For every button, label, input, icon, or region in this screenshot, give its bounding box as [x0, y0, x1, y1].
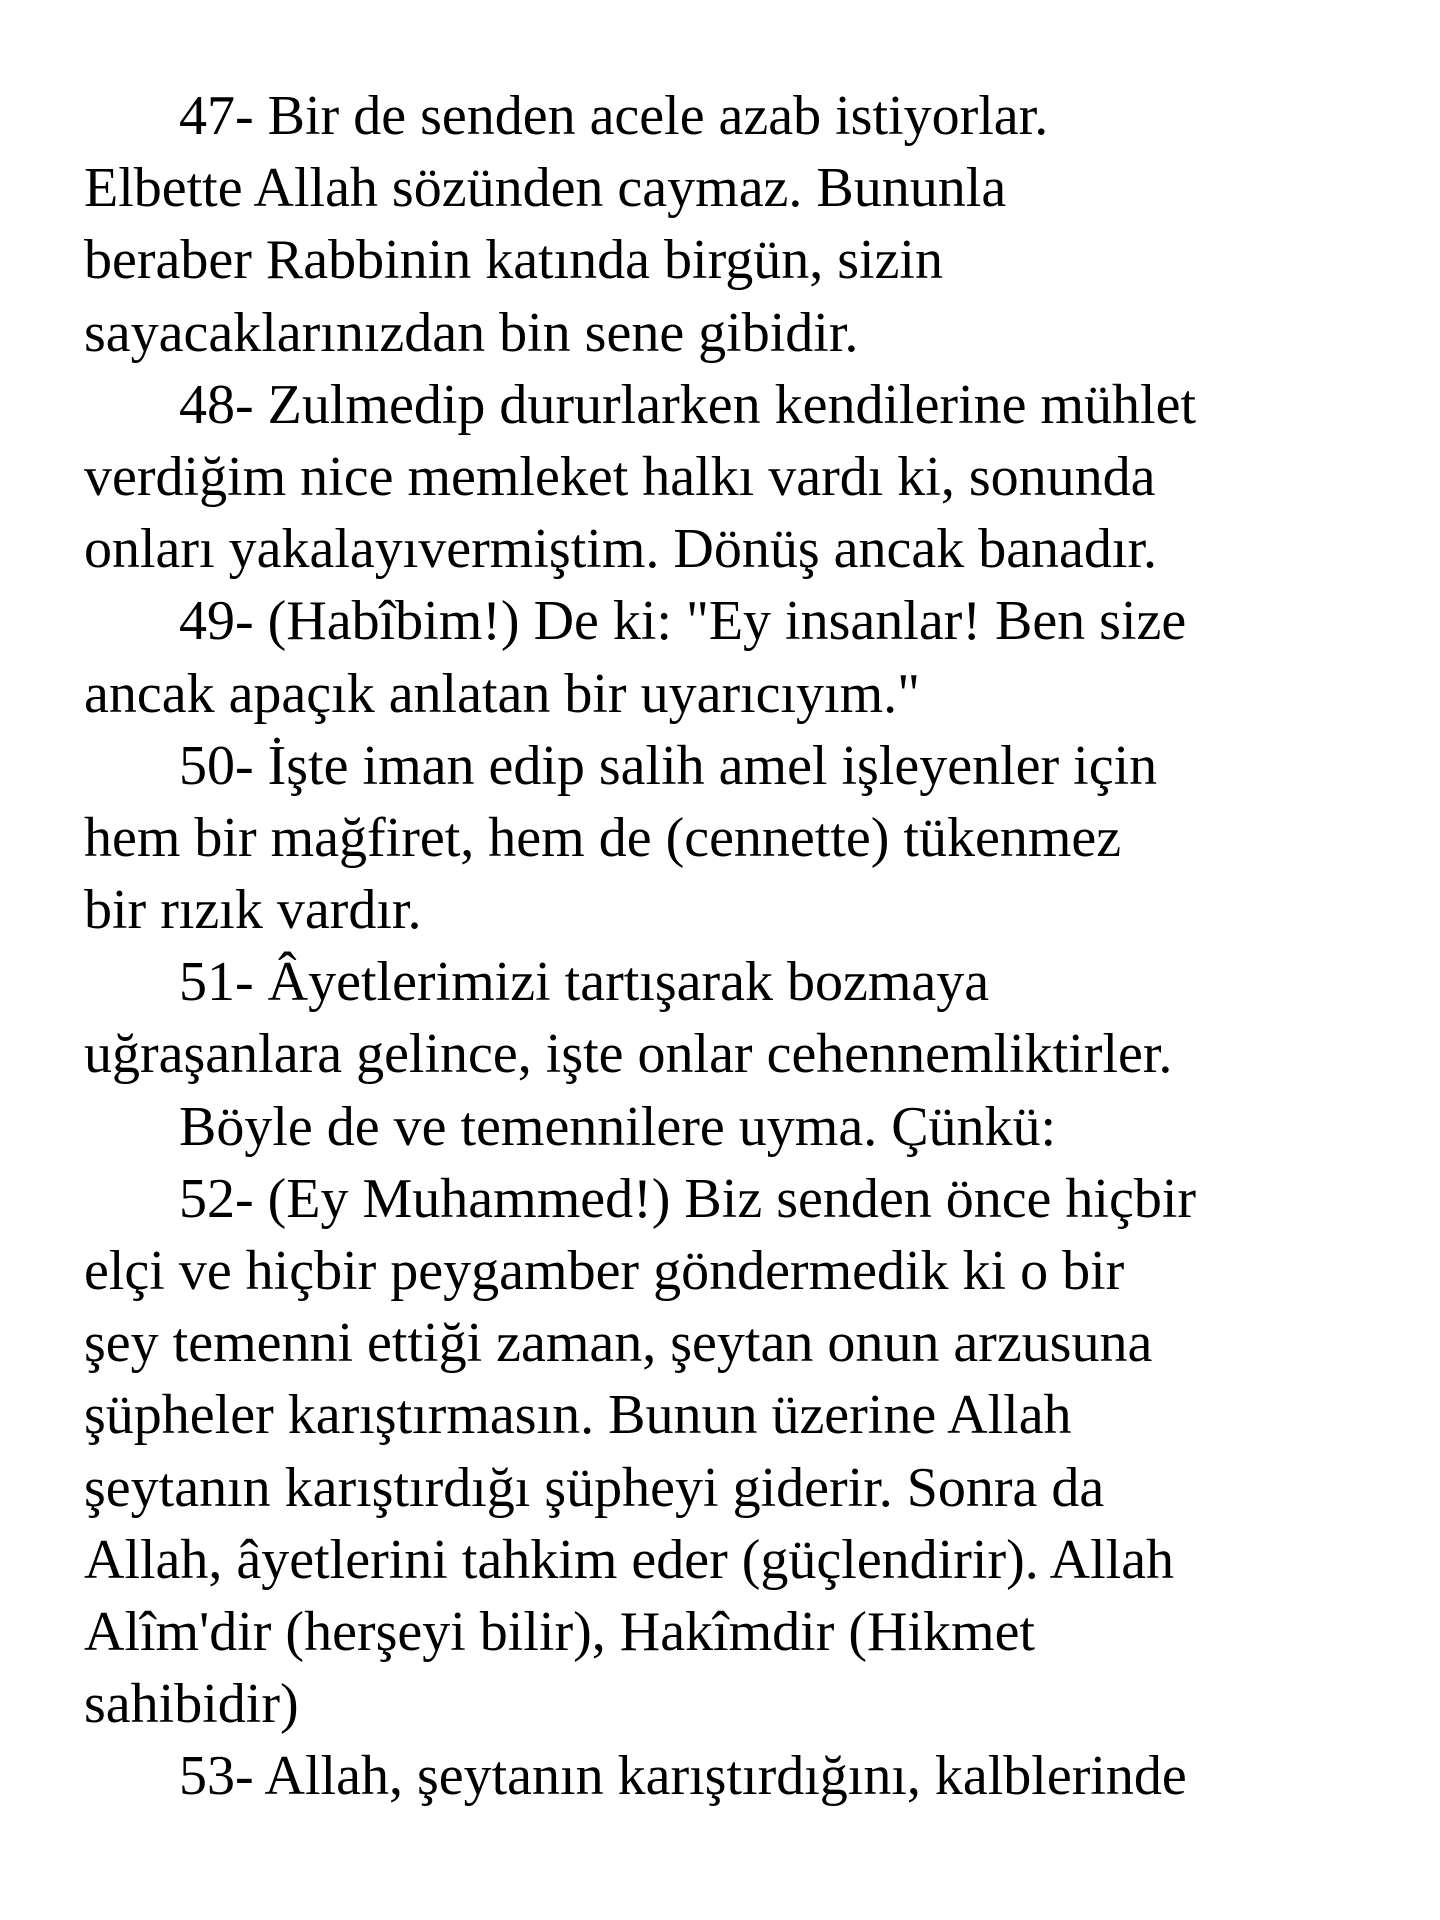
- paragraph-50: [84, 730, 1384, 947]
- text-line: şüpheler karıştırmasın. Bunun üzerine Allah: [84, 1384, 1072, 1447]
- text-line: Böyle de ve temennilere uyma. Çünkü:: [179, 1095, 1057, 1158]
- text-line: 47- Bir de senden acele azab istiyorlar.: [179, 85, 1049, 147]
- text-line: ancak apaçık anlatan bir uyarıcıyım.": [84, 662, 921, 725]
- text-line: Elbette Allah sözünden caymaz. Bununla: [84, 157, 1007, 220]
- text-line: bir rızık vardır.: [84, 879, 422, 942]
- text-line: verdiğim nice memleket halkı vardı ki, sonunda: [84, 445, 1156, 508]
- text-line: 50- İşte iman edip salih amel işleyenler için: [179, 734, 1158, 797]
- text-line: 51- Âyetlerimizi tartışarak bozmaya: [179, 951, 990, 1014]
- paragraph-47: [84, 80, 1384, 369]
- paragraph-48: [84, 369, 1384, 586]
- text-line: sahibidir): [84, 1673, 299, 1736]
- text-line: elçi ve hiçbir peygamber göndermedik ki o bir: [84, 1240, 1125, 1302]
- paragraph-53: [84, 1740, 1384, 1812]
- text-line: uğraşanlara gelince, işte onlar cehennemliktirler.: [84, 1023, 1173, 1086]
- text-line: 52- (Ey Muhammed!) Biz senden önce hiçbir: [179, 1167, 1197, 1230]
- paragraph-49: [84, 585, 1384, 729]
- paragraph-51: [84, 946, 1384, 1090]
- paragraph-52: [84, 1163, 1384, 1741]
- text-line: Alîm'dir (herşeyi bilir), Hakîmdir (Hikmet: [84, 1600, 1035, 1663]
- text-line: şey temenni ettiği zaman, şeytan onun arzusuna: [84, 1312, 1153, 1375]
- text-line: 48- Zulmedip dururlarken kendilerine mühlet: [179, 373, 1197, 436]
- text-line: 53- Allah, şeytanın karıştırdığını, kalblerinde: [179, 1745, 1187, 1808]
- text-body: [84, 80, 1384, 1813]
- text-line: 49- (Habîbim!) De ki: "Ey insanlar! Ben size: [179, 590, 1187, 653]
- text-line: onları yakalayıvermiştim. Dönüş ancak banadır.: [84, 518, 1158, 581]
- text-line: beraber Rabbinin katında birgün, sizin: [84, 229, 943, 292]
- text-line: Allah, âyetlerini tahkim eder (güçlendirir). Allah: [84, 1528, 1175, 1591]
- text-line: hem bir mağfiret, hem de (cennette) tükenmez: [84, 806, 1122, 869]
- paragraph-boyle: [84, 1091, 1384, 1163]
- text-line: şeytanın karıştırdığı şüpheyi giderir. Sonra da: [84, 1456, 1105, 1519]
- text-line: sayacaklarınızdan bin sene gibidir.: [84, 301, 859, 364]
